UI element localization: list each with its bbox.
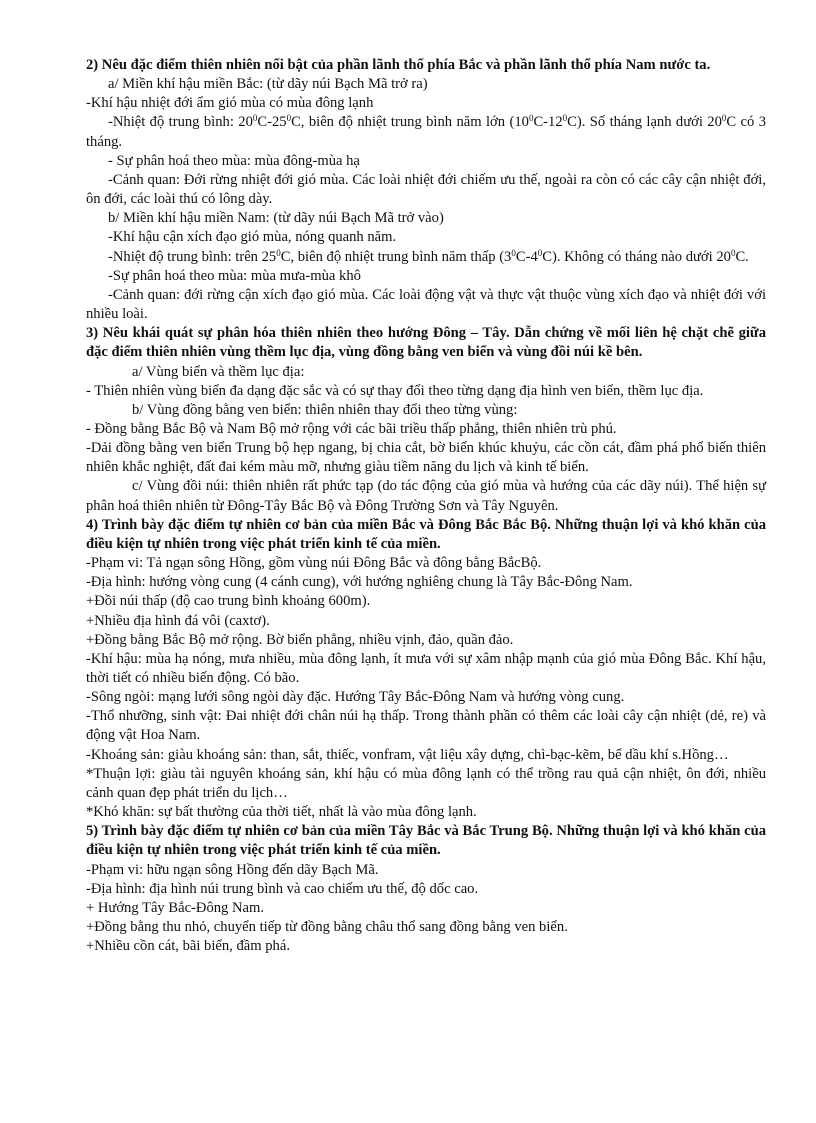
paragraph: -Địa hình: hướng vòng cung (4 cánh cung), với hướng nghiêng chung là Tây Bắc-Đông Nam. (86, 574, 633, 591)
subheading: a/ Miền khí hậu miền Bắc: (từ dãy núi Bạch Mã trở ra) (108, 76, 428, 93)
paragraph: - Sự phân hoá theo mùa: mùa đông-mùa hạ (108, 152, 360, 169)
paragraph: -Sông ngòi: mạng lưới sông ngòi dày đặc. Hướng Tây Bắc-Đông Nam và hướng vòng cung. (86, 689, 625, 706)
degree-superscript: 0 (252, 113, 258, 124)
paragraph: *Khó khăn: sự bất thường của thời tiết, nhất là vào mùa đông lạnh. (86, 804, 477, 821)
paragraph: -Dải đồng bằng ven biển Trung bộ hẹp ngang, bị chia cắt, bờ biển khúc khuỷu, các cồn cát, đầm phá phổ biến thiên nhiên khắc nghiệt, đất đai kém màu mỡ, nhưng giàu tiềm năng du lịch và kinh tế biển. (86, 440, 766, 476)
paragraph: +Đồng bằng Bắc Bộ mở rộng. Bờ biển phẳng, nhiều vịnh, đảo, quần đảo. (86, 631, 514, 648)
subheading: a/ Vùng biển và thềm lục địa: (132, 363, 305, 380)
degree-superscript: 0 (721, 113, 727, 124)
degree-superscript: 0 (528, 113, 534, 124)
paragraph: - Đồng bằng Bắc Bộ và Nam Bộ mở rộng với các bãi triều thấp phẳng, thiên nhiên trù phú. (86, 420, 617, 437)
degree-superscript: 0 (276, 247, 281, 258)
paragraph: -Địa hình: địa hình núi trung bình và cao chiếm ưu thế, độ dốc cao. (86, 880, 479, 897)
degree-superscript: 0 (286, 113, 292, 124)
paragraph: + Hướng Tây Bắc-Đông Nam. (86, 899, 265, 916)
paragraph: +Nhiều cồn cát, bãi biển, đầm phá. (86, 938, 290, 955)
paragraph: +Nhiều địa hình đá vôi (caxtơ). (86, 612, 270, 629)
subheading: c/ Vùng đồi núi: thiên nhiên rất phức tạp (do tác động của gió mùa và hướng của các dãy núi). Thể hiện sự phân hoá thiên nhiên từ Đông-Tây Bắc Bộ và Đông Trường Sơn và Tây Nguyên. (86, 478, 766, 514)
heading-question-5: 5) Trình bày đặc điểm tự nhiên cơ bản của miền Tây Bắc và Bắc Trung Bộ. Những thuận lợi và khó khăn của điều kiện tự nhiên trong việc phát triển kinh tế của miền. (86, 823, 766, 859)
paragraph: -Nhiệt độ trung bình: trên $25^0C$, biên độ nhiệt trung bình năm thấp $(3^0C-4^0C)$. Không có tháng nào dưới $20^0C$. (108, 247, 749, 265)
paragraph: -Thổ nhưỡng, sinh vật: Đai nhiệt đới chân núi hạ thấp. Trong thành phần có thêm các loài cây cận nhiệt (dẻ, re) và động vật Hoa Nam. (86, 708, 766, 744)
heading-question-2: 2) Nêu đặc điểm thiên nhiên nổi bật của phần lãnh thổ phía Bắc và phần lãnh thổ phía Nam nước ta. (86, 57, 711, 73)
heading-question-3: 3) Nêu khái quát sự phân hóa thiên nhiên theo hướng Đông – Tây. Dẫn chứng về mối liên hệ chặt chẽ giữa đặc điểm thiên nhiên vùng thềm lục địa, vùng đồng bằng ven biển và vùng đồi núi kề bên. (86, 325, 766, 361)
paragraph: -Cảnh quan: đới rừng cận xích đạo gió mùa. Các loài động vật và thực vật thuộc vùng xích đạo và nhiệt đới với nhiều loài. (86, 286, 766, 323)
degree-superscript: 0 (730, 247, 736, 258)
paragraph: - Thiên nhiên vùng biển đa dạng đặc sắc và có sự thay đổi theo từng dạng địa hình ven biển, thềm lục địa. (86, 382, 704, 399)
paragraph: +Đồi núi thấp (độ cao trung bình khoảng 600m). (86, 593, 371, 610)
paragraph: *Thuận lợi: giàu tài nguyên khoáng sản, khí hậu có mùa đông lạnh có thể trồng rau quả cận nhiệt, ôn đới, nhiều cảnh quan đẹp phát triển du lịch… (86, 765, 766, 801)
paragraph: -Khí hậu: mùa hạ nóng, mưa nhiều, mùa đông lạnh, ít mưa với sự xâm nhập mạnh của gió mùa Đông Bắc. Khí hậu, thời tiết có nhiều biến động. Có bão. (86, 650, 766, 686)
paragraph: -Phạm vi: hữu ngạn sông Hồng đến dãy Bạch Mã. (86, 861, 379, 878)
degree-superscript: 0 (562, 113, 568, 124)
paragraph: -Khí hậu nhiệt đới ẩm gió mùa có mùa đông lạnh (86, 95, 374, 112)
subheading: b/ Vùng đồng bằng ven biển: thiên nhiên thay đổi theo từng vùng: (132, 401, 518, 418)
degree-superscript: 0 (537, 247, 543, 258)
paragraph: +Đồng bằng thu nhỏ, chuyển tiếp từ đồng bằng châu thổ sang đồng bằng ven biển. (86, 919, 568, 936)
document-page (86, 56, 766, 956)
paragraph: -Cảnh quan: Đới rừng nhiệt đới gió mùa. Các loài nhiệt đới chiếm ưu thế, ngoài ra còn có các cây cận nhiệt đới, ôn đới, các loài thú có lông dày. (86, 171, 766, 208)
paragraph: -Phạm vi: Tả ngạn sông Hồng, gồm vùng núi Đông Bắc và đông bằng BắcBộ. (86, 555, 542, 572)
paragraph: -Khoáng sản: giàu khoáng sản: than, sắt, thiếc, vonfram, vật liệu xây dựng, chì-bạc-kẽm, bể dầu khí s.Hồng… (86, 746, 729, 763)
subheading: b/ Miền khí hậu miền Nam: (từ dãy núi Bạch Mã trở vào) (108, 210, 444, 227)
paragraph: -Sự phân hoá theo mùa: mùa mưa-mùa khô (108, 267, 361, 284)
degree-superscript: 0 (511, 247, 516, 258)
paragraph: -Khí hậu cận xích đạo gió mùa, nóng quanh năm. (108, 229, 397, 246)
paragraph: -Nhiệt độ trung bình: $20^0C-25^0C$, biên độ nhiệt trung bình năm lớn $(10^0C-12^0C)$. Số tháng lạnh dưới $20^0C$ có 3 tháng. (86, 113, 766, 150)
heading-question-4: 4) Trình bày đặc điểm tự nhiên cơ bản của miền Bắc và Đông Bắc Bắc Bộ. Những thuận lợi và khó khăn của điều kiện tự nhiên trong việc phát triển kinh tế của miền. (86, 516, 766, 552)
